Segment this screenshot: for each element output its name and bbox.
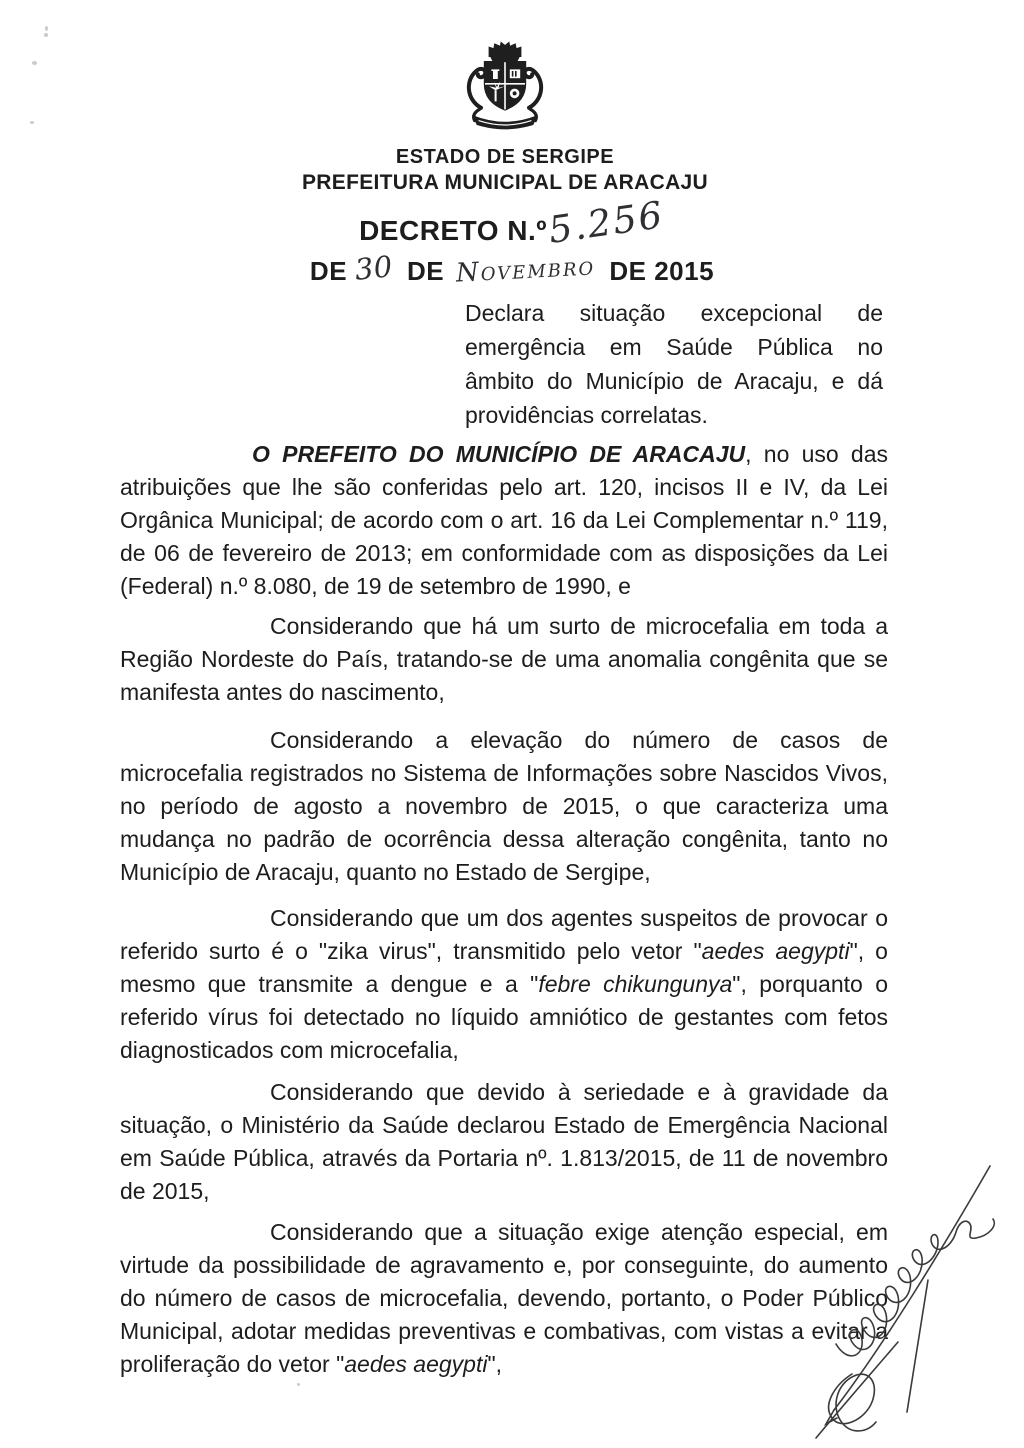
considerando-5-text: Considerando que a situação exige atenção especial, em virtude da possibilidade de agravamento e, por conseguinte, do aumento do número de casos de microcefalia, devendo, portanto, o Poder Público Municipal, adotar medidas preventivas e combativas, com vistas a evitar a proliferação do vetor " — [120, 1219, 888, 1377]
term-febre-chikungunya: febre chikungunya — [538, 971, 733, 997]
latin-term-aedes-aegypti: aedes aegypti — [701, 938, 850, 964]
paragraph-preamble — [120, 438, 888, 603]
paragraph-considerando-2: Considerando a elevação do número de casos de microcefalia registrados no Sistema de Informações sobre Nascidos Vivos, no período de agosto a novembro de 2015, o que caracteriza uma mudança no padrão de ocorrência dessa alteração congênita, tanto no Município de Aracaju, quanto no Estado de Sergipe, — [120, 727, 888, 885]
decree-title-block — [0, 193, 1024, 289]
preamble-rest: , no uso das atribuições que lhe são conferidas pelo art. 120, incisos II e IV, da Lei Orgânica Municipal; de acordo com o art. 16 da Lei Complementar n.º 119, de 06 de fevereiro de 2013; em conformidade com as disposições da Lei (Federal) n.º 8.080, de 19 de setembro de 1990, e — [120, 441, 889, 599]
latin-term-aedes-aegypti: aedes aegypti — [344, 1351, 488, 1377]
considerando-3-text: ", porquanto o referido vírus foi detectado no líquido amniótico de gestantes com fetos diagnosticados com microcefalia, — [120, 971, 888, 1063]
paragraph-considerando-4: Considerando que devido à seriedade e à gravidade da situação, o Ministério da Saúde declarou Estado de Emergência Nacional em Saúde Pública, através da Portaria nº. 1.813/2015, de 11 de novembro de 2015, — [120, 1079, 888, 1204]
decree-label: DECRETO N.º — [359, 215, 547, 246]
decree-summary: Declara situação excepcional de emergência em Saúde Pública no âmbito do Município de Aracaju, e dá providências correlatas. — [465, 300, 883, 428]
scan-speck — [45, 26, 48, 31]
letterhead-state: ESTADO DE SERGIPE — [395, 146, 615, 168]
date-day-handwritten: 30 — [353, 249, 395, 287]
scan-speck — [44, 33, 48, 37]
letterhead-city: PREFEITURA MUNICIPAL DE ARACAJU — [302, 171, 708, 194]
preamble-lead: O PREFEITO DO MUNICÍPIO DE ARACAJU — [252, 441, 746, 467]
considerando-3-text: ", o mesmo que transmite a dengue e a " — [120, 938, 888, 997]
decree-number-line — [0, 193, 1024, 252]
date-month-handwritten: Novembro — [455, 251, 596, 289]
date-word-de1: DE — [309, 256, 348, 286]
decree-number-handwritten: 5.256 — [545, 193, 667, 252]
signature-scribble — [812, 1158, 1017, 1443]
decree-date-line — [0, 249, 1024, 289]
letterhead — [0, 40, 1010, 195]
date-year: DE 2015 — [609, 256, 715, 286]
aracaju-coat-of-arms-icon — [457, 40, 553, 142]
paragraph-considerando-1: Considerando que há um surto de microcefalia em toda a Região Nordeste do País, tratando-se de uma anomalia congênita que se manifesta antes do nascimento, — [120, 613, 888, 705]
paragraph-considerando-3 — [120, 902, 888, 1067]
date-word-de2: DE — [406, 256, 445, 286]
considerando-5-text: ", — [487, 1351, 503, 1377]
paragraph-considerando-5 — [120, 1216, 888, 1381]
scan-speck — [297, 1383, 300, 1386]
considerando-3-text: Considerando que um dos agentes suspeitos de provocar o referido surto é o "zika virus", transmitido pelo vetor " — [120, 905, 888, 964]
